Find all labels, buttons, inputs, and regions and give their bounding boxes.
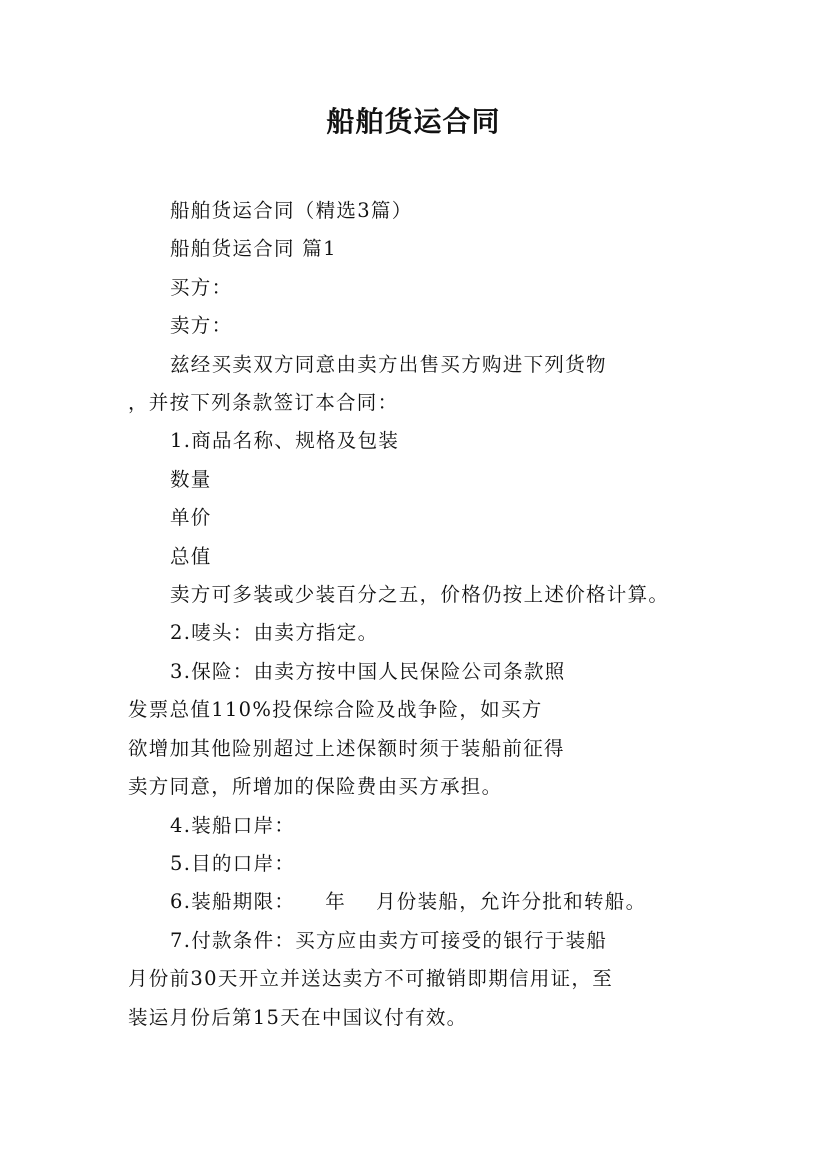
paragraph-section-heading: 船舶货运合同 篇1 bbox=[170, 237, 337, 261]
paragraph-line: 装运月份后第15天在中国议付有效。 bbox=[128, 1005, 468, 1029]
paragraph-clause-7 bbox=[128, 922, 718, 1037]
paragraph-clause-5: 5.目的口岸： bbox=[170, 851, 296, 875]
paragraph-subtitle: 船舶货运合同（精选3篇） bbox=[170, 199, 413, 222]
paragraph-line: 卖方同意，所增加的保险费由买方承担。 bbox=[128, 775, 503, 799]
paragraph-quantity: 数量 bbox=[170, 467, 212, 491]
paragraph-clause-3 bbox=[128, 653, 718, 807]
paragraph-unit-price: 单价 bbox=[170, 506, 212, 530]
paragraph-tolerance: 卖方可多装或少装百分之五，价格仍按上述价格计算。 bbox=[170, 583, 670, 607]
paragraph-line: 兹经买卖双方同意由卖方出售买方购进下列货物 bbox=[170, 352, 607, 376]
paragraph-total-value: 总值 bbox=[170, 544, 212, 568]
paragraph-clause-1: 1.商品名称、规格及包装 bbox=[170, 429, 400, 453]
paragraph-line: 发票总值110%投保综合险及战争险，如买方 bbox=[128, 698, 543, 722]
paragraph-line: ，并按下列条款签订本合同： bbox=[128, 391, 399, 415]
paragraph-line: 3.保险：由卖方按中国人民保险公司条款照 bbox=[170, 659, 566, 683]
paragraph-line: 欲增加其他险别超过上述保额时须于装船前征得 bbox=[128, 736, 565, 760]
paragraph-seller: 卖方： bbox=[170, 314, 233, 338]
paragraph-preamble bbox=[128, 346, 718, 423]
document-body bbox=[128, 192, 718, 1037]
paragraph-clause-6: 6.装船期限： 年 月份装船，允许分批和转船。 bbox=[170, 890, 647, 914]
paragraph-clause-4: 4.装船口岸： bbox=[170, 813, 296, 837]
paragraph-clause-2: 2.唛头：由卖方指定。 bbox=[170, 621, 379, 645]
paragraph-buyer: 买方： bbox=[170, 275, 233, 299]
paragraph-line: 7.付款条件：买方应由卖方可接受的银行于装船 bbox=[170, 928, 608, 952]
document-title: 船舶货运合同 bbox=[326, 105, 501, 138]
paragraph-line: 月份前30天开立并送达卖方不可撤销即期信用证，至 bbox=[128, 967, 614, 991]
